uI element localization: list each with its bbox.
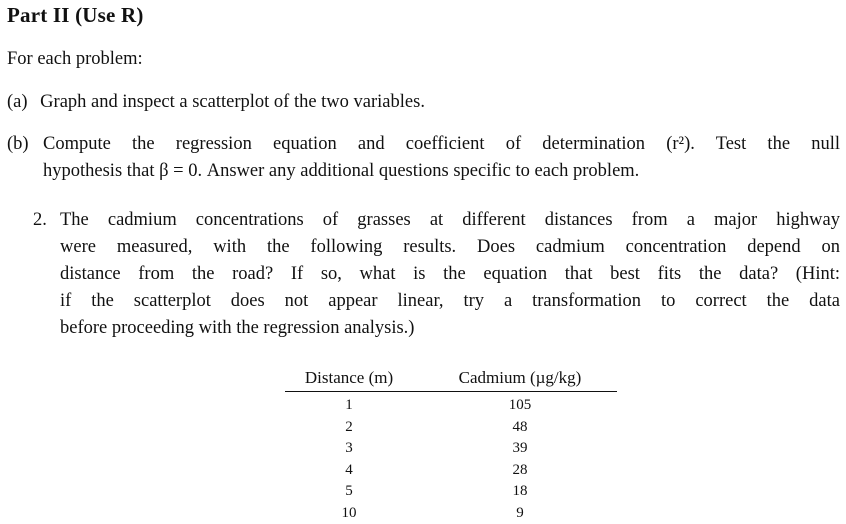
intro-text: For each problem:	[7, 46, 143, 73]
problem-line-2: were measured, with the following results. Does cadmium concentration depend on	[60, 234, 840, 261]
problem-number: 2.	[33, 207, 47, 234]
table-body	[285, 395, 617, 524]
item-b-label: (b)	[7, 131, 29, 158]
header-cadmium: Cadmium (µg/kg)	[413, 366, 617, 389]
data-table	[285, 366, 617, 524]
table-cell: 5	[285, 481, 413, 503]
table-cell: 4	[285, 460, 413, 482]
item-b-line2: hypothesis that β = 0. Answer any additional questions specific to each problem.	[43, 158, 840, 185]
item-b-line1: Compute the regression equation and coefficient of determination (r²). Test the null	[43, 131, 840, 158]
problem-line-1: The cadmium concentrations of grasses at different distances from a major highway	[60, 207, 840, 234]
table-cell: 48	[423, 417, 617, 439]
table-cell: 18	[423, 481, 617, 503]
table-cell: 1	[285, 395, 413, 417]
table-cell: 2	[285, 417, 413, 439]
cadmium-column	[413, 395, 617, 524]
table-cell: 3	[285, 438, 413, 460]
header-distance: Distance (m)	[285, 366, 413, 389]
table-header	[285, 366, 617, 389]
problem-line-4: if the scatterplot does not appear linear, try a transformation to correct the data	[60, 288, 840, 315]
table-cell: 28	[423, 460, 617, 482]
distance-column	[285, 395, 413, 524]
table-cell: 10	[285, 503, 413, 524]
item-a	[7, 89, 425, 116]
table-rule	[285, 391, 617, 392]
item-a-label: (a)	[7, 92, 28, 112]
problem-line-5: before proceeding with the regression analysis.)	[60, 315, 414, 342]
item-a-text: Graph and inspect a scatterplot of the two variables.	[40, 92, 425, 112]
table-cell: 9	[423, 503, 617, 524]
problem-line-3: distance from the road? If so, what is the equation that best fits the data? (Hint:	[60, 261, 840, 288]
table-cell: 39	[423, 438, 617, 460]
table-cell: 105	[423, 395, 617, 417]
page-title: Part II (Use R)	[7, 3, 144, 28]
